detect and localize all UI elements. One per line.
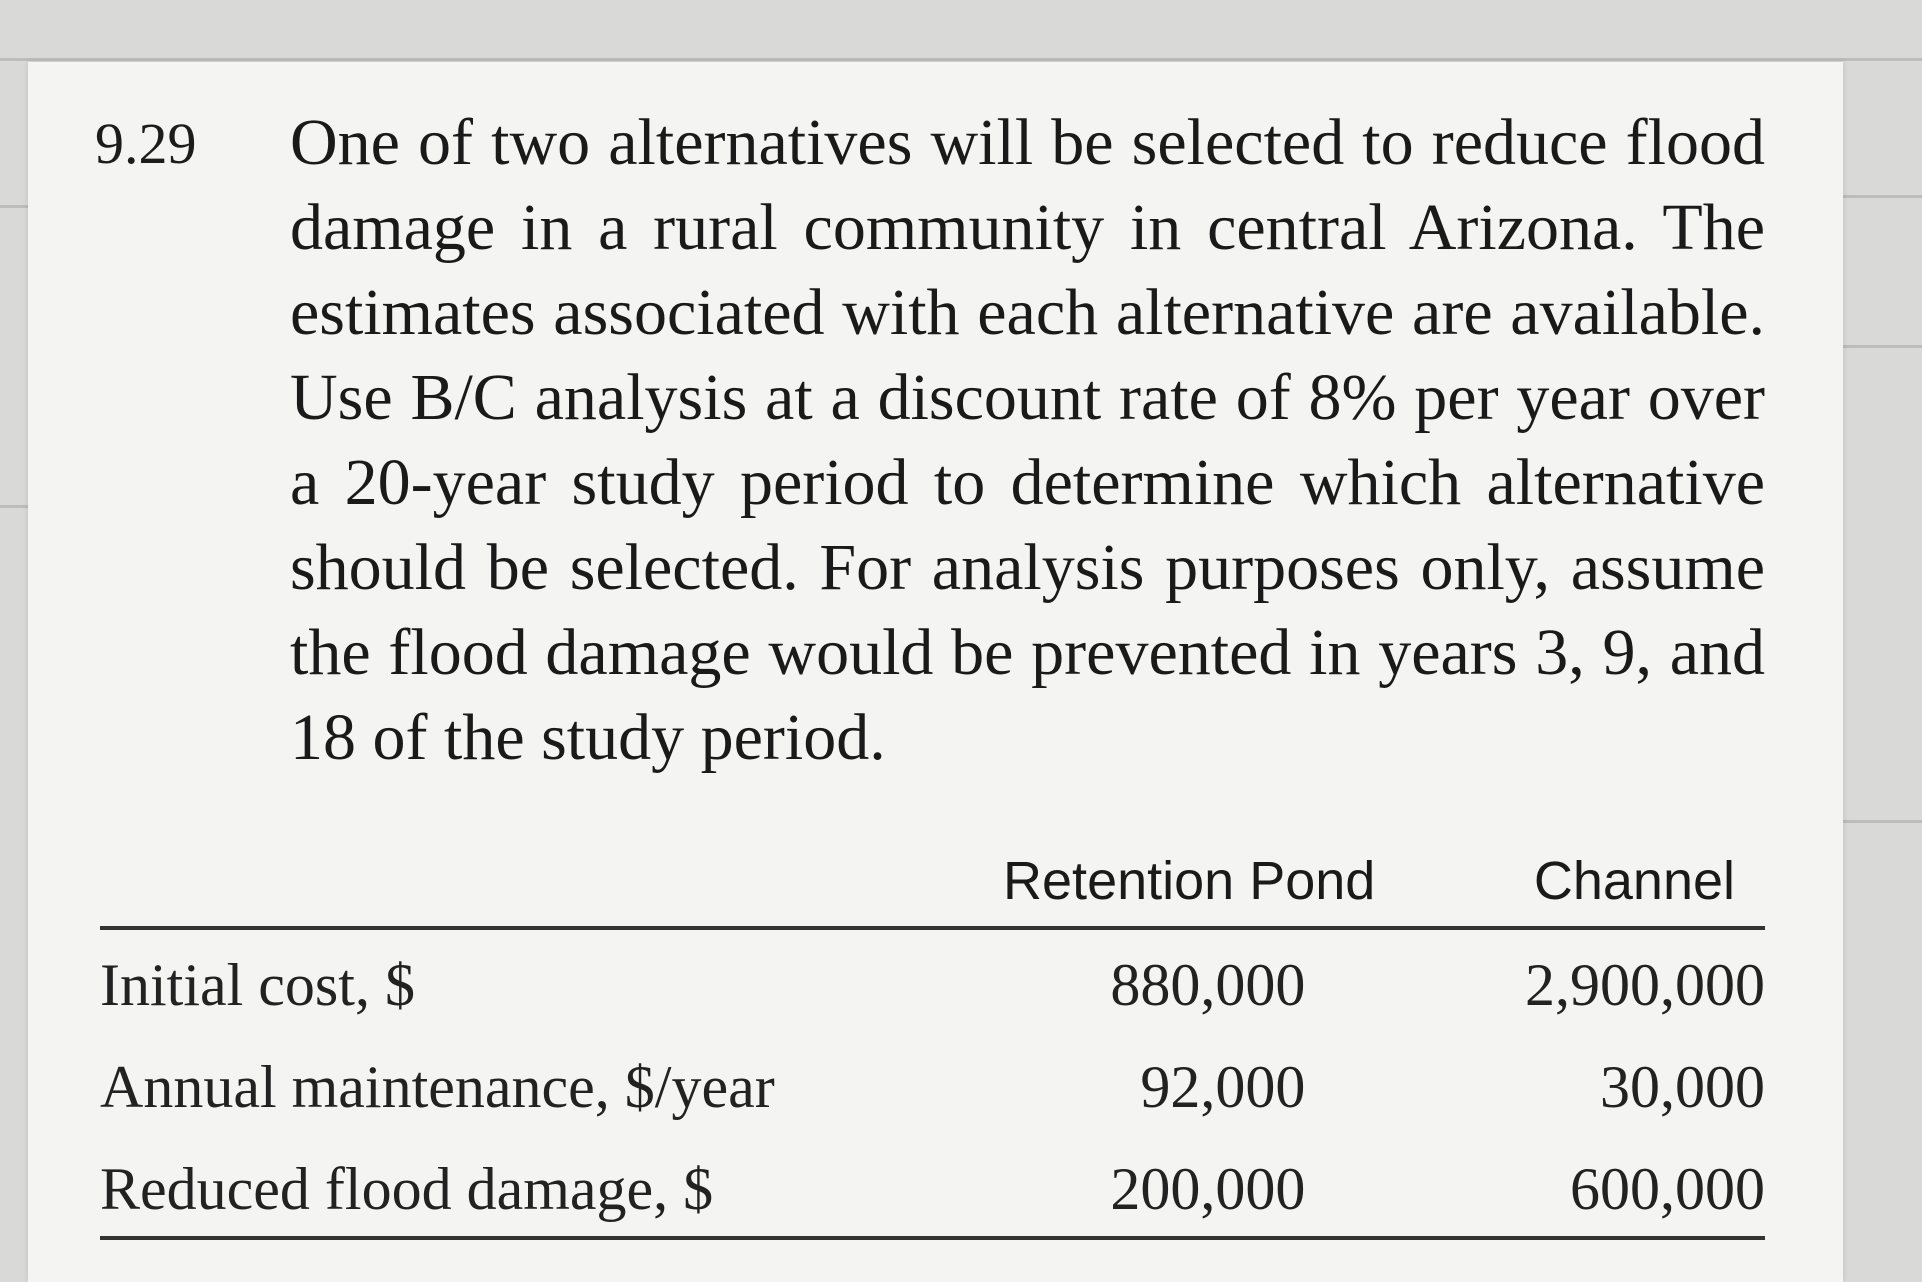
retention-pond-value: 200,000 [1110, 1155, 1306, 1222]
header-channel: Channel [1533, 851, 1735, 911]
channel-value: 600,000 [1570, 1155, 1765, 1222]
table-row [100, 1032, 1765, 1134]
channel-value: 2,900,000 [1525, 951, 1765, 1018]
header-retention-pond: Retention Pond [1003, 851, 1376, 911]
row-label: Reduced flood damage, $ [100, 1155, 714, 1222]
header-blank [100, 850, 874, 928]
estimates-table [100, 850, 1765, 1240]
row-label: Initial cost, $ [100, 951, 415, 1018]
retention-pond-value: 880,000 [1110, 951, 1306, 1018]
channel-value: 30,000 [1600, 1053, 1765, 1120]
table-row [100, 1134, 1765, 1238]
retention-pond-value: 92,000 [1140, 1053, 1306, 1120]
problem-statement [290, 100, 1765, 780]
background-rule [0, 505, 30, 508]
background-rule [0, 58, 1922, 61]
table-header-row [100, 850, 1765, 928]
row-label: Annual maintenance, $/year [100, 1053, 775, 1120]
background-rule [0, 205, 30, 208]
table-row [100, 928, 1765, 1032]
background-rule [1840, 195, 1922, 198]
background-rule [1840, 345, 1922, 348]
problem-number: 9.29 [95, 111, 197, 176]
background-rule [1840, 820, 1922, 823]
problem-text: One of two alternatives will be selected to reduce flood damage in a rural community in central Arizona. The estimates associated with each alternative are available. Use B/C analysis at a discount rate of 8% per year over a 20-year study period to determine which alternative should be selected. For analysis purposes only, assume the flood damage would be prevented in years 3, 9, and 18 of the study period. [290, 106, 1765, 774]
